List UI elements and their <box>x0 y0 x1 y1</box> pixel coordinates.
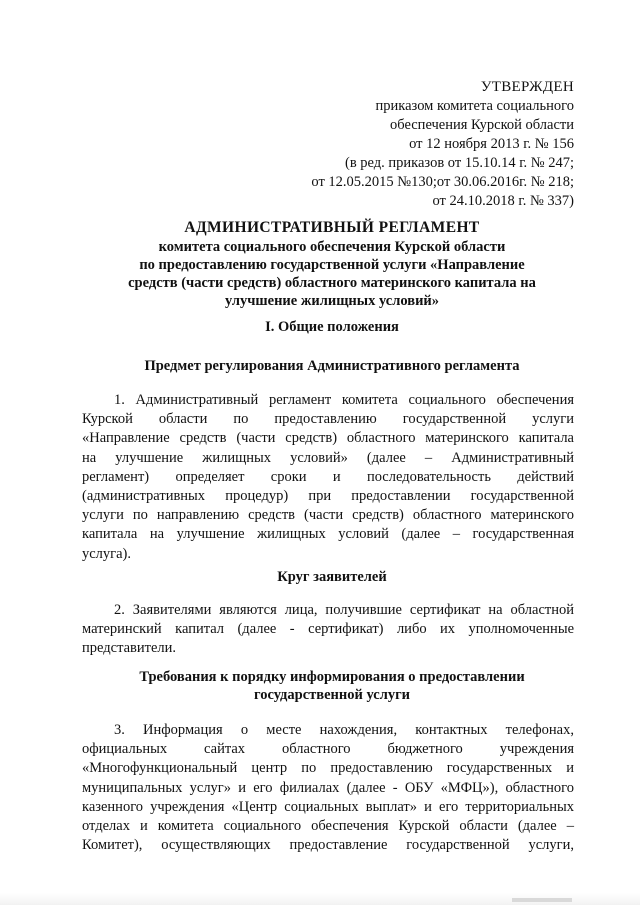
paragraph-line: муниципальных услуг» и его филиалах (далее - ОБУ «МФЦ»), областного <box>82 779 574 796</box>
approval-title: УТВЕРЖДЕН <box>480 79 574 95</box>
approval-line: от 12.05.2015 №130;от 30.06.2016г. № 218; <box>311 174 574 190</box>
paragraph-1 <box>82 391 574 564</box>
paragraph-line: капитала на улучшение жилищных условий (далее – государственная <box>82 526 574 543</box>
paragraph-line: услуги по направлению средств (части средств) областного материнского <box>82 507 574 524</box>
document-title-block <box>72 218 592 310</box>
paragraph-line: официальных сайтах областного бюджетного учреждения <box>82 741 574 758</box>
paragraph-line: 2. Заявителями являются лица, получившие сертификат на областной <box>114 602 574 618</box>
paragraph-line: на улучшение жилищных условий» (далее – Административный <box>82 449 574 466</box>
document-title: АДМИНИСТРАТИВНЫЙ РЕГЛАМЕНТ <box>184 219 480 236</box>
document-subtitle-line: улучшение жилищных условий» <box>224 293 440 309</box>
paragraph-line: материнский капитал (далее - сертификат) либо их уполномоченные <box>82 621 574 638</box>
approval-line: приказом комитета социального <box>375 98 574 114</box>
cut-off-text-fragment <box>512 898 572 902</box>
section-subheading: Предмет регулирования Административного регламента <box>144 358 520 374</box>
paragraph-line: (административных процедур) при предоставлении государственной <box>82 488 574 505</box>
approval-line: (в ред. приказов от 15.10.14 г. № 247; <box>344 155 574 171</box>
paragraph-line: отделах и комитета социального обеспечения Курской области (далее – <box>82 818 574 835</box>
section-heading: Круг заявителей <box>277 569 387 585</box>
approval-line: от 12 ноября 2013 г. № 156 <box>409 136 574 152</box>
document-subtitle-line: средств (части средств) областного материнского капитала на <box>128 275 536 291</box>
paragraph-line: 1. Административный регламент комитета социального обеспечения <box>114 392 574 408</box>
approval-line: обеспечения Курской области <box>390 117 574 133</box>
paragraph-line: 3. Информация о месте нахождения, контактных телефонах, <box>114 722 574 738</box>
paragraph-line: регламент) определяет сроки и последовательность действий <box>82 468 574 485</box>
section-heading: I. Общие положения <box>265 319 399 335</box>
paragraph-2 <box>82 601 574 659</box>
document-subtitle-line: по предоставлению государственной услуги «Направление <box>139 257 525 273</box>
section-heading-line: государственной услуги <box>253 687 411 703</box>
paragraph-line: услуга). <box>82 545 132 562</box>
paragraph-line: казенного учреждения «Центр социальных выплат» и его территориальных <box>82 798 574 815</box>
paragraph-line: Комитет), осуществляющих предоставление государственной услуги, <box>82 837 574 854</box>
approval-line: от 24.10.2018 г. № 337) <box>432 193 574 209</box>
section-heading-line: Требования к порядку информирования о предоставлении <box>139 669 525 685</box>
paragraph-line: представители. <box>82 640 177 657</box>
paragraph-line: «Многофункциональный центр по предоставлению государственных и <box>82 760 574 777</box>
document-subtitle-line: комитета социального обеспечения Курской области <box>158 239 506 255</box>
paragraph-line: Курской области по предоставлению государственной услуги <box>82 411 574 428</box>
paragraph-line: «Направление средств (части средств) областного материнского капитала <box>82 430 574 447</box>
section-heading <box>72 668 592 704</box>
paragraph-3 <box>82 721 574 855</box>
approval-block <box>290 78 574 211</box>
